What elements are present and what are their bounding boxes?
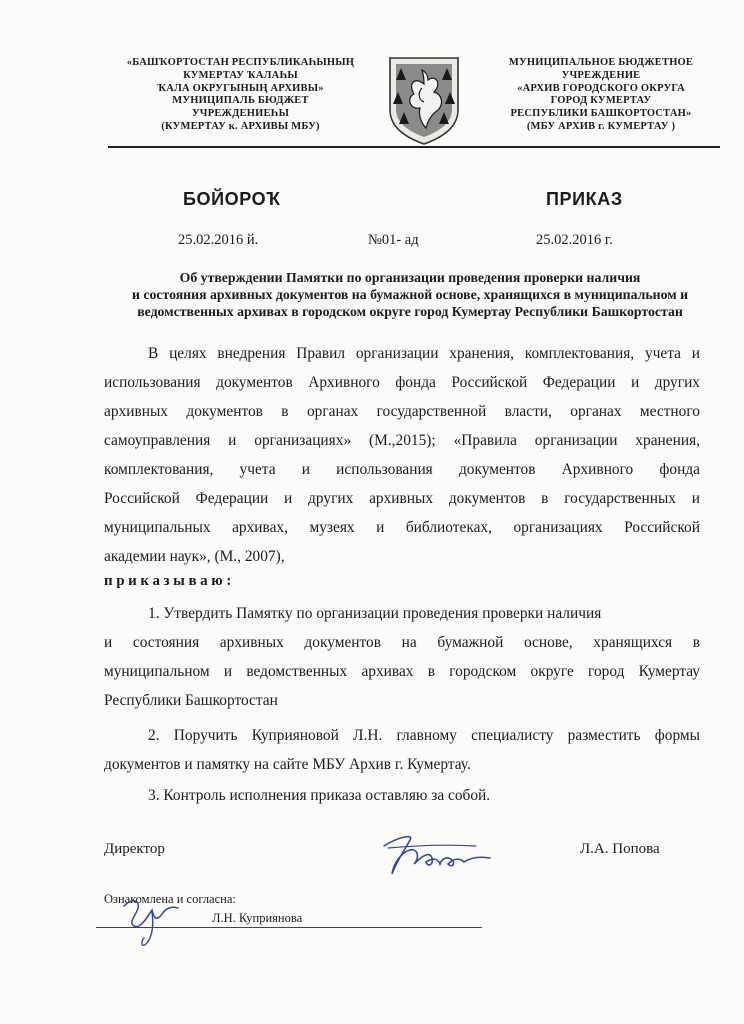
signatory-role: Директор [104, 841, 165, 857]
header-right-line: УЧРЕЖДЕНИЕ [561, 69, 641, 81]
header-left-line: ҠАЛА ОКРУГЫНЫҢ АРХИВЫ» [157, 82, 324, 94]
header-right-line: РЕСПУБЛИКИ БАШКОРТОСТАН» [510, 108, 692, 120]
date-right: 25.02.2016 г. [536, 232, 613, 248]
preamble-line: использования документов Архивного фонда Российской Федерации и других [104, 374, 700, 391]
item-2-line: документов и памятку на сайте МБУ Архив г. Кумертау. [104, 756, 471, 773]
order-title [104, 269, 716, 320]
acknowledgement-label: Ознакомлена и согласна: [104, 892, 236, 906]
director-signature-icon [380, 828, 500, 882]
signatory-name: Л.А. Попова [580, 841, 660, 857]
doc-type-russian: ПРИКАЗ [546, 189, 623, 209]
header-right-line: «АРХИВ ГОРОДСКОГО ОКРУГА [517, 82, 685, 94]
header-left-line: УЧРЕЖДЕНИЕҺЫ [191, 108, 290, 120]
title-line: Об утверждении Памятки по организации проведения проверки наличия [179, 270, 641, 285]
item-1-line: Республики Башкортостан [104, 692, 278, 709]
acknowledgement-signature-icon [118, 892, 184, 950]
order-word: приказываю: [104, 573, 235, 589]
preamble-line: Российской Федерации и других архивных документов в государственных и [104, 490, 700, 507]
header-left-line: «БАШҠОРТОСТАН РЕСПУБЛИКАҺЫНЫҢ [126, 57, 355, 68]
coat-of-arms-bird-icon [384, 54, 464, 146]
preamble-line: академии наук», (М., 2007), [104, 548, 285, 565]
item-1-line: муниципальном и ведомственных архивах в городском округе город Кумертау [104, 663, 700, 680]
item-3-line: 3. Контроль исполнения приказа оставляю за собой. [148, 787, 491, 804]
item-1-paragraph [104, 599, 700, 715]
header-left-line: МУНИЦИПАЛЬ БЮДЖЕТ [172, 95, 309, 107]
item-1-line: и состояния архивных документов на бумажной основе, хранящихся в [104, 634, 700, 651]
header-left-line: (КУМЕРТАУ к. АРХИВЫ МБУ) [161, 120, 320, 132]
header-left-block [108, 57, 373, 134]
date-left: 25.02.2016 й. [178, 232, 259, 248]
preamble-line: самоуправления и организациях» (М.,2015); «Правила организации хранения, [104, 432, 700, 449]
preamble-line: В целях внедрения Правил организации хранения, комплектования, учета и [148, 345, 700, 362]
acknowledgement-underline [96, 927, 482, 928]
header-left-line: КУМЕРТАУ ҠАЛАҺЫ [183, 69, 298, 81]
header-right-block [486, 57, 716, 134]
item-3-paragraph [104, 781, 700, 810]
title-line: ведомственных архивах в городском округе город Кумертау Республики Башкортостан [137, 304, 683, 319]
item-1-line: 1. Утвердить Памятку по организации проведения проверки наличия [148, 605, 602, 622]
header-right-line: (МБУ АРХИВ г. КУМЕРТАУ ) [526, 120, 676, 132]
title-line: и состояния архивных документов на бумажной основе, хранящихся в муниципальном и [131, 287, 689, 302]
acknowledgement-name: Л.Н. Куприянова [212, 911, 303, 925]
header-right-line: МУНИЦИПАЛЬНОЕ БЮДЖЕТНОЕ [508, 57, 694, 68]
preamble-paragraph [104, 339, 700, 571]
header-divider [108, 146, 720, 148]
preamble-line: комплектования, учета и использования документов Архивного фонда [104, 461, 700, 478]
doc-type-bashkir: БОЙОРОҠ [183, 189, 281, 209]
preamble-line: муниципальных архивах, музеях и библиотеках, организациях Российской [104, 519, 700, 536]
order-number: №01- ад [368, 232, 419, 248]
item-2-paragraph [104, 721, 700, 779]
header-right-line: ГОРОД КУМЕРТАУ [550, 95, 652, 107]
item-2-line: 2. Поручить Куприяновой Л.Н. главному специалисту разместить формы [148, 727, 700, 744]
preamble-line: архивных документов в органах государственной власти, органах местного [104, 403, 700, 420]
